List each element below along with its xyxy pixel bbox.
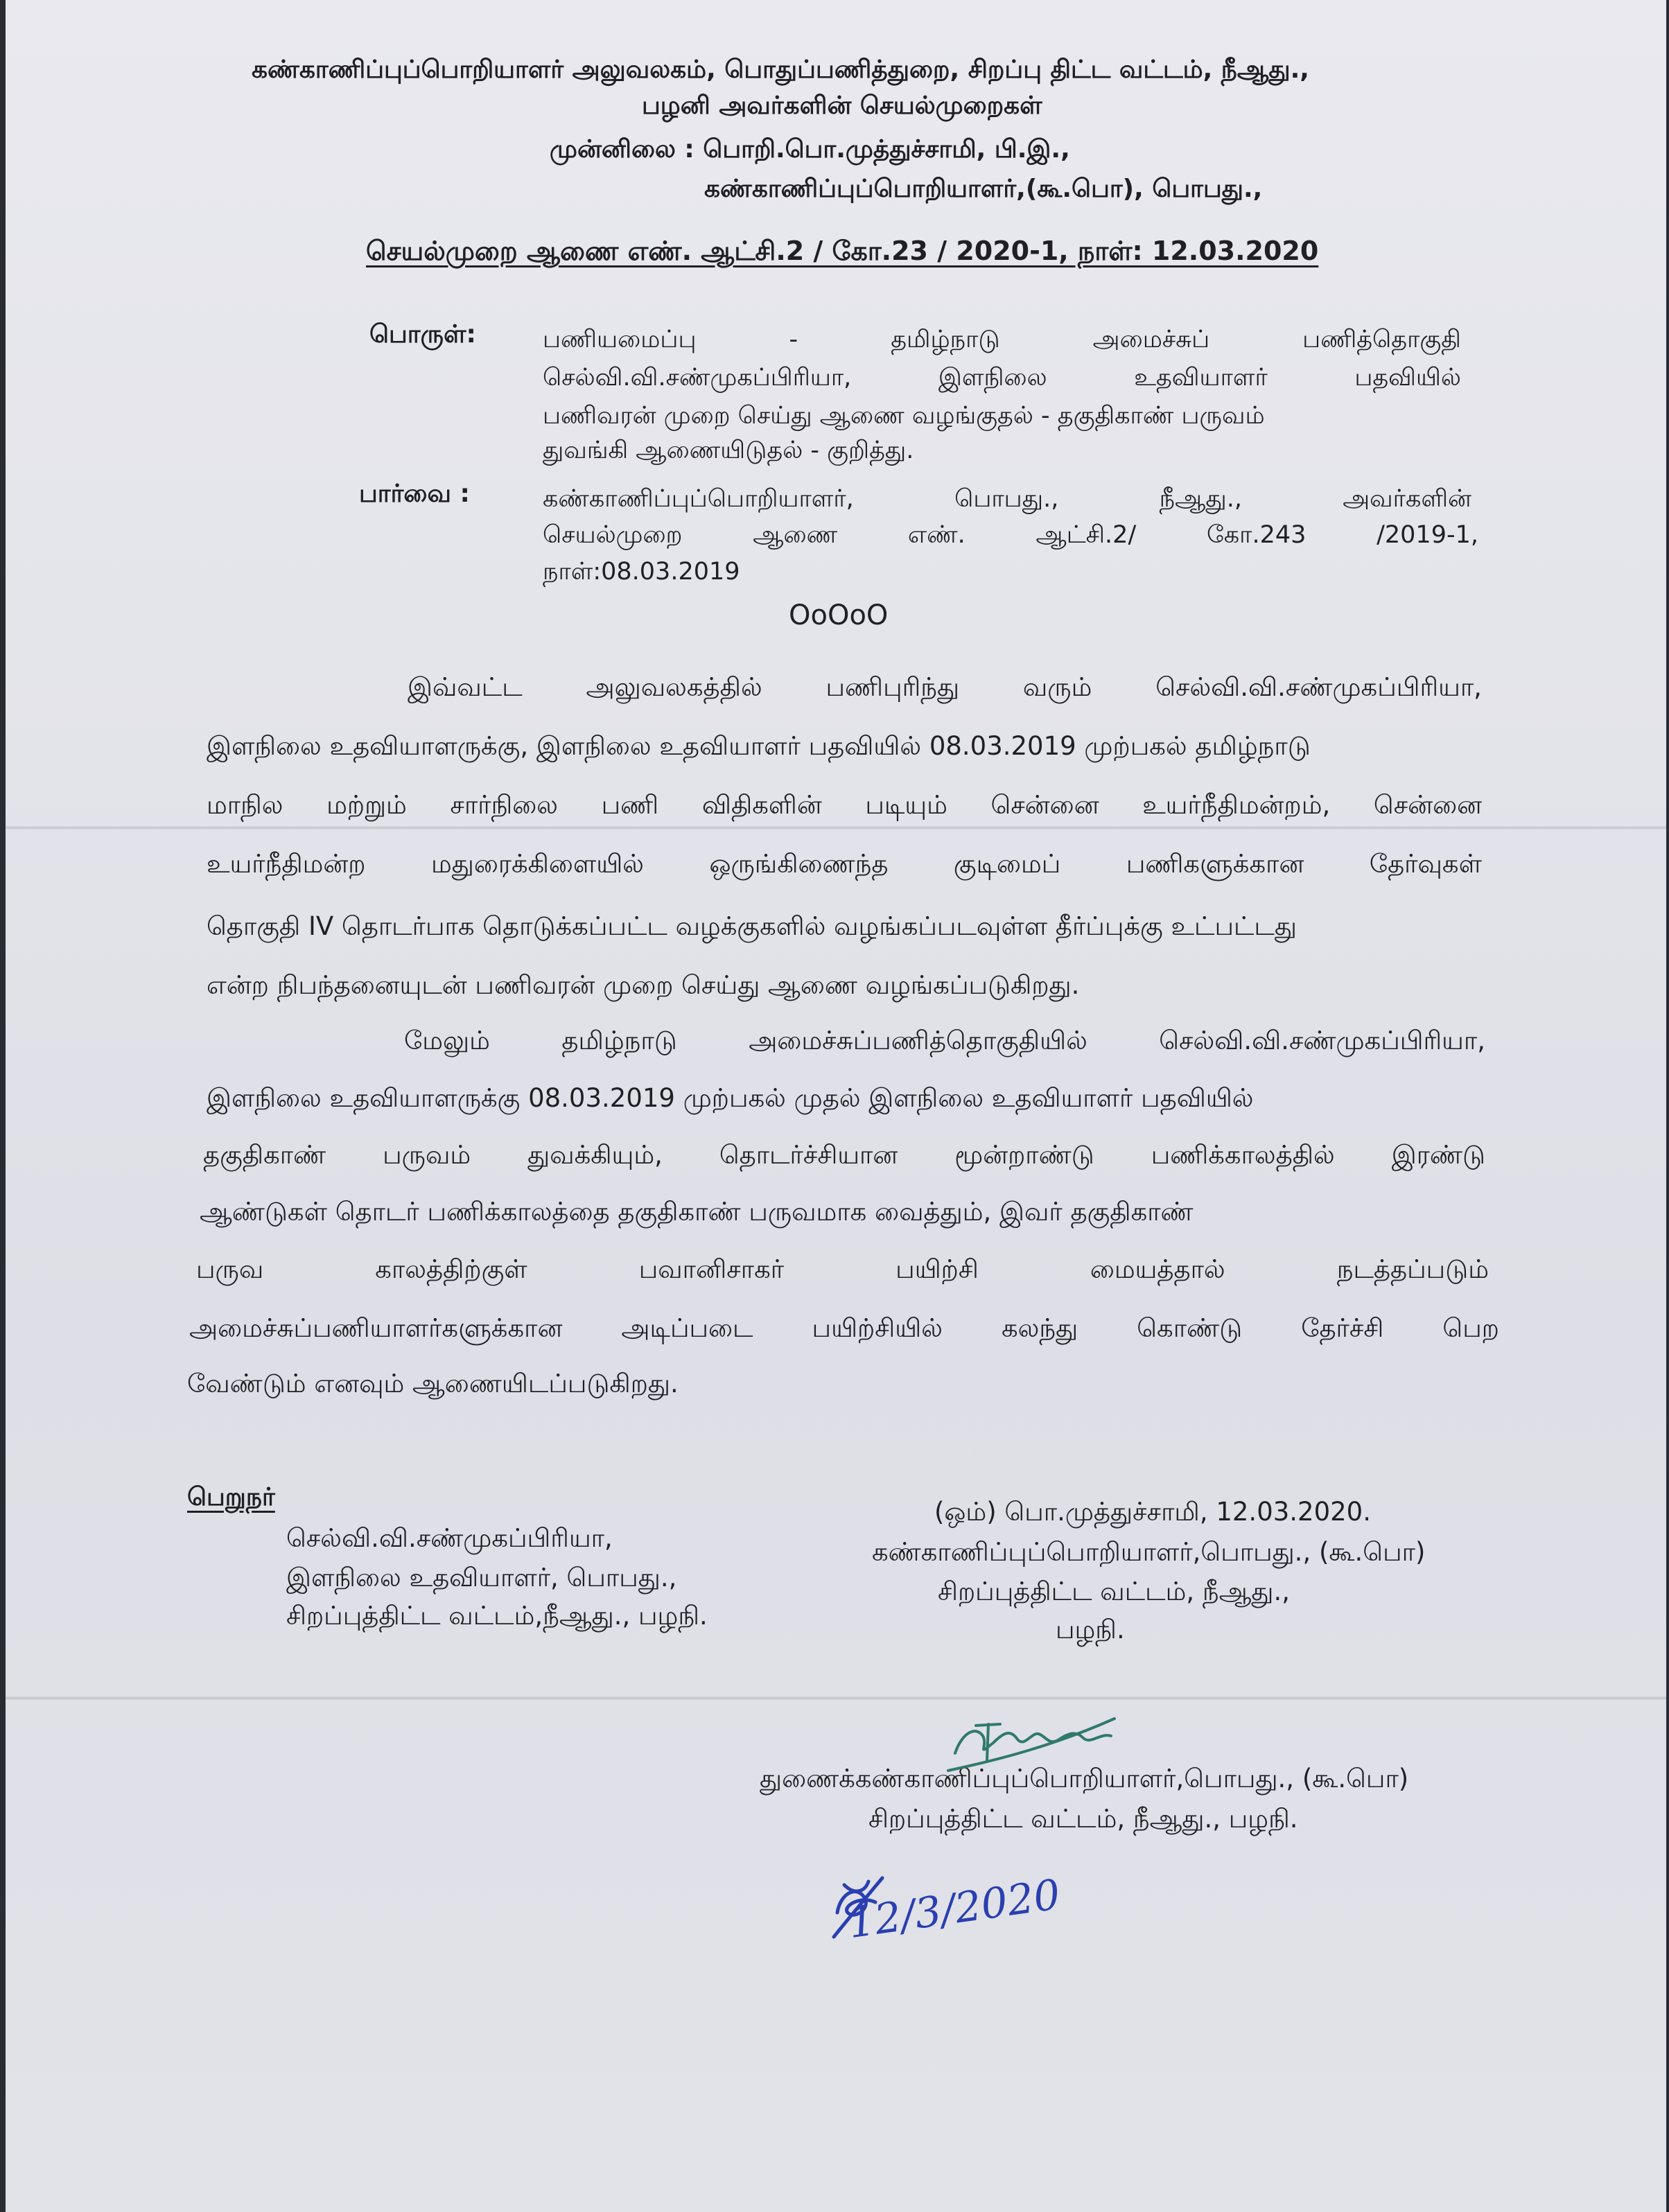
reference-line: கண்காணிப்புப்பொறியாளர், பொபது., நீஆது., அவர்களின்: [543, 485, 1471, 513]
signatory-place: பழநி.: [1056, 1615, 1125, 1644]
paragraph-line: இவ்வட்ட அலுவலகத்தில் பணிபுரிந்து வரும் செல்வி.வி.சண்முகப்பிரியா,: [408, 672, 1482, 702]
presence-designation: கண்காணிப்புப்பொறியாளர்,(கூ.பொ), பொபது.,: [704, 175, 1263, 203]
subject-label: பொருள்:: [369, 320, 476, 349]
recipient-designation: இளநிலை உதவியாளர், பொபது.,: [286, 1563, 677, 1592]
attestation-office: சிறப்புத்திட்ட வட்டம், நீஆது., பழநி.: [868, 1804, 1298, 1834]
paper-fold: [6, 1696, 1666, 1701]
subject-line: துவங்கி ஆணையிடுதல் - குறித்து.: [543, 437, 914, 464]
subject-line: பணியமைப்பு - தமிழ்நாடு அமைச்சுப் பணித்தொகுதி: [543, 326, 1461, 353]
paragraph-line: இளநிலை உதவியாளருக்கு, இளநிலை உதவியாளர் பதவியில் 08.03.2019 முற்பகல் தமிழ்நாடு: [207, 731, 1311, 761]
paragraph-line: மாநில மற்றும் சார்நிலை பணி விதிகளின் படியும் சென்னை உயர்நீதிமன்றம், சென்னை: [207, 790, 1482, 820]
subject-line: செல்வி.வி.சண்முகப்பிரியா, இளநிலை உதவியாளர் பதவியில்: [543, 364, 1461, 392]
recipient-name: செல்வி.வி.சண்முகப்பிரியா,: [286, 1523, 613, 1553]
subject-line: பணிவரன் முறை செய்து ஆணை வழங்குதல் - தகுதிகாண் பருவம்: [543, 402, 1265, 430]
paragraph-line: ஆண்டுகள் தொடர் பணிக்காலத்தை தகுதிகாண் பருவமாக வைத்தும், இவர் தகுதிகாண்: [200, 1197, 1194, 1227]
paragraph-line: பருவ காலத்திற்குள் பவானிசாகர் பயிற்சி மையத்தால் நடத்தப்படும்: [196, 1254, 1489, 1284]
recipient-label: பெறுநர்: [187, 1483, 275, 1511]
signatory-office: சிறப்புத்திட்ட வட்டம், நீஆது.,: [938, 1577, 1291, 1606]
paper-fold: [6, 826, 1666, 830]
document-page: [6, 0, 1666, 2212]
separator-mark: OoOoO: [789, 599, 889, 631]
reference-line: நாள்:08.03.2019: [543, 558, 740, 586]
paragraph-line: வேண்டும் எனவும் ஆணையிடப்படுகிறது.: [187, 1369, 679, 1398]
handwritten-signature: [934, 1705, 1128, 1781]
office-heading: கண்காணிப்புப்பொறியாளர் அலுவலகம், பொதுப்பணித்துறை, சிறப்பு திட்ட வட்டம், நீஆது.,: [252, 55, 1309, 84]
paragraph-line: மேலும் தமிழ்நாடு அமைச்சுப்பணித்தொகுதியில் செல்வி.வி.சண்முகப்பிரியா,: [404, 1026, 1485, 1055]
recipient-office: சிறப்புத்திட்ட வட்டம்,நீஆது., பழநி.: [286, 1601, 708, 1631]
attestation-designation: துணைக்கண்காணிப்புப்பொறியாளர்,பொபது., (கூ.பொ): [760, 1764, 1409, 1793]
presence-line: முன்னிலை : பொறி.பொ.முத்துச்சாமி, பி.இ.,: [550, 135, 1070, 164]
order-number: செயல்முறை ஆணை எண். ஆட்சி.2 / கோ.23 / 2020-1, நாள்: 12.03.2020: [366, 236, 1319, 266]
paragraph-line: தொகுதி IV தொடர்பாக தொடுக்கப்பட்ட வழக்குகளில் வழங்கப்படவுள்ள தீர்ப்புக்கு உட்பட்டது: [207, 911, 1297, 941]
office-subheading: பழனி அவர்களின் செயல்முறைகள்: [642, 91, 1042, 120]
paragraph-line: அமைச்சுப்பணியாளர்களுக்கான அடிப்படை பயிற்சியில் கலந்து கொண்டு தேர்ச்சி பெற: [189, 1313, 1499, 1343]
handwritten-date: 12/3/2020: [845, 1870, 1064, 1949]
reference-line: செயல்முறை ஆணை எண். ஆட்சி.2/ கோ.243 /2019-1,: [543, 521, 1478, 549]
signatory-name: (ஒம்) பொ.முத்துச்சாமி, 12.03.2020.: [934, 1497, 1371, 1527]
paragraph-line: இளநிலை உதவியாளருக்கு 08.03.2019 முற்பகல் முதல் இளநிலை உதவியாளர் பதவியில்: [207, 1083, 1254, 1113]
signatory-designation: கண்காணிப்புப்பொறியாளர்,பொபது., (கூ.பொ): [872, 1537, 1426, 1567]
paragraph-line: தகுதிகாண் பருவம் துவக்கியும், தொடர்ச்சியான மூன்றாண்டு பணிக்காலத்தில் இரண்டு: [203, 1140, 1485, 1170]
paragraph-line: உயர்நீதிமன்ற மதுரைக்கிளையில் ஒருங்கிணைந்த குடிமைப் பணிகளுக்கான தேர்வுகள்: [207, 849, 1482, 879]
paragraph-line: என்ற நிபந்தனையுடன் பணிவரன் முறை செய்து ஆணை வழங்கப்படுகிறது.: [207, 970, 1080, 1000]
reference-label: பார்வை :: [359, 480, 470, 508]
